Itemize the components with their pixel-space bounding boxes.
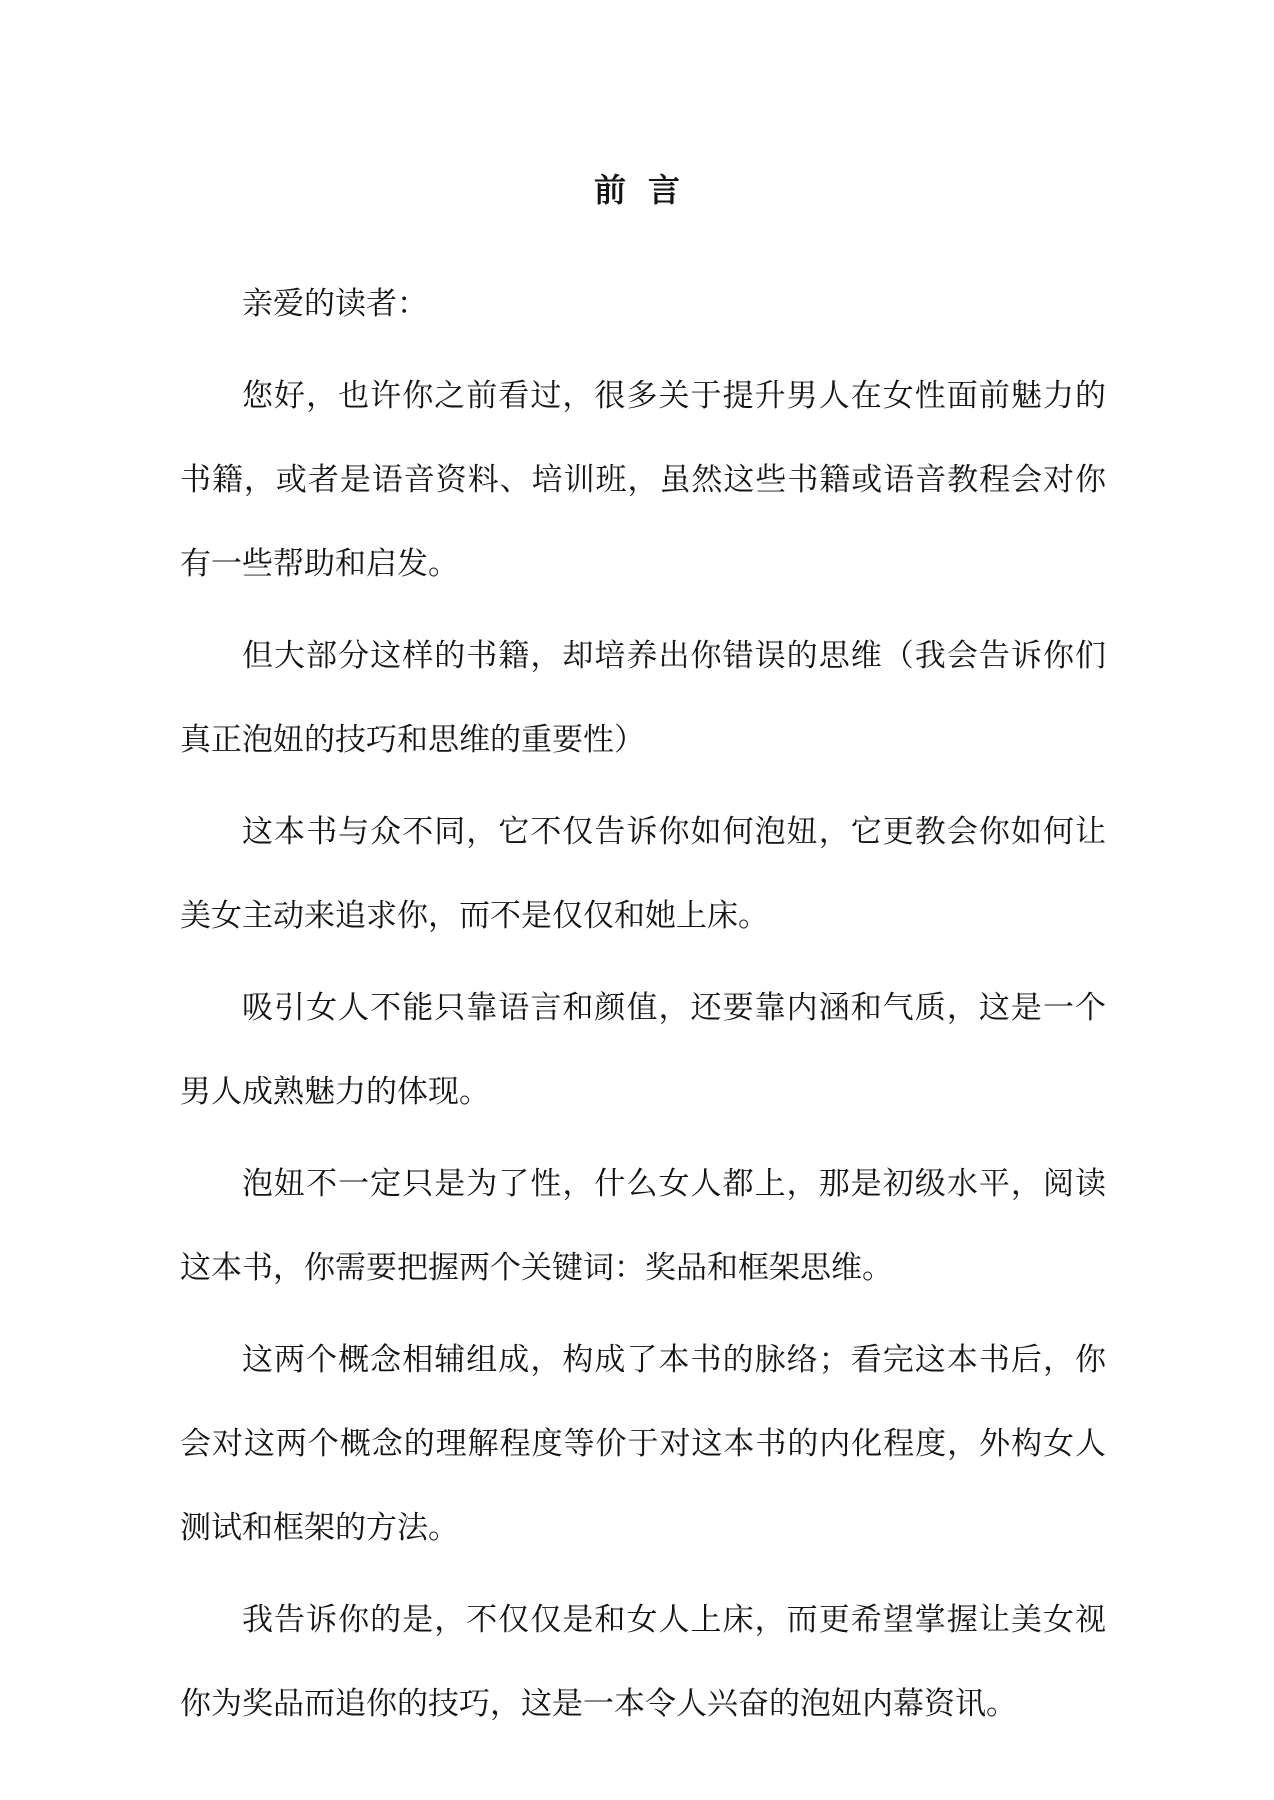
paragraph: 这本书与众不同，它不仅告诉你如何泡妞，它更教会你如何让美女主动来追求你，而不是仅仅和她上床。: [180, 814, 1106, 934]
paragraph: 泡妞不一定只是为了性，什么女人都上，那是初级水平，阅读这本书，你需要把握两个关键词：奖品和框架思维。: [180, 1166, 1106, 1286]
paragraph: 但大部分这样的书籍，却培养出你错误的思维（我会告诉你们真正泡妞的技巧和思维的重要性）: [180, 638, 1106, 758]
page-title: 前言: [593, 171, 702, 209]
paragraph: 吸引女人不能只靠语言和颜值，还要靠内涵和气质，这是一个男人成熟魅力的体现。: [180, 990, 1106, 1110]
paragraph: 我告诉你的是，不仅仅是和女人上床，而更希望掌握让美女视你为奖品而追你的技巧，这是一本令人兴奋的泡妞内幕资讯。: [180, 1602, 1106, 1722]
paragraph: 您好，也许你之前看过，很多关于提升男人在女性面前魅力的书籍，或者是语音资料、培训班，虽然这些书籍或语音教程会对你有一些帮助和启发。: [180, 378, 1106, 582]
body-text: [180, 262, 1106, 1754]
paragraph: 这两个概念相辅组成，构成了本书的脉络；看完这本书后，你会对这两个概念的理解程度等价于对这本书的内化程度，外构女人测试和框架的方法。: [180, 1342, 1106, 1546]
paragraph-salutation: 亲爱的读者：: [242, 286, 428, 322]
